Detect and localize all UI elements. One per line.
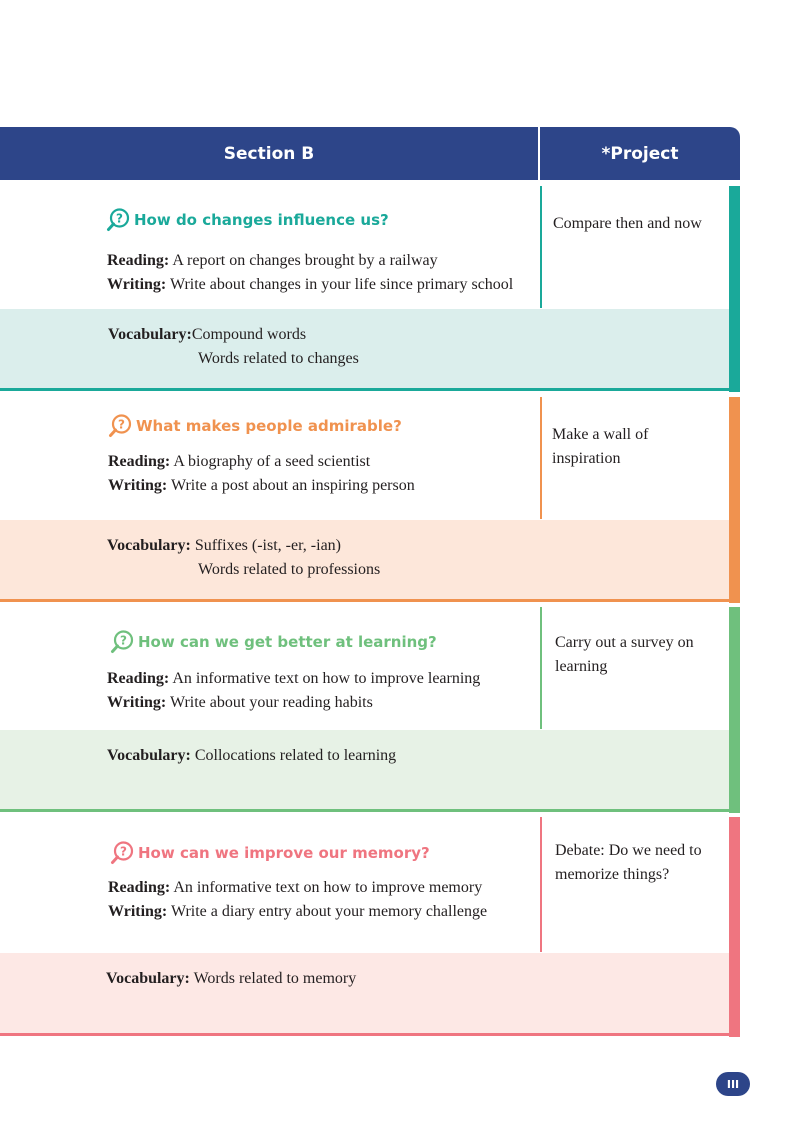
unit-question bbox=[110, 840, 430, 866]
vocab-line-2: Words related to professions bbox=[198, 561, 381, 578]
unit-row-3 bbox=[0, 607, 740, 813]
vocab-item: Collocations related to learning bbox=[194, 747, 397, 764]
svg-text:?: ? bbox=[120, 844, 127, 859]
unit-question-text: How can we improve our memory? bbox=[138, 844, 430, 862]
column-divider bbox=[540, 817, 542, 952]
unit-row-1 bbox=[0, 186, 740, 392]
unit-accent-bar bbox=[729, 817, 740, 1037]
vocab-label: Vocabulary: bbox=[107, 537, 191, 554]
question-magnifier-icon bbox=[108, 413, 134, 439]
question-magnifier-icon bbox=[110, 629, 136, 655]
reading-text: An informative text on how to improve learning bbox=[172, 670, 481, 687]
writing-label: Writing: bbox=[107, 276, 167, 293]
reading-text: An informative text on how to improve memory bbox=[173, 879, 483, 896]
writing-text: Write a diary entry about your memory challenge bbox=[170, 903, 488, 920]
vocabulary-panel bbox=[0, 730, 729, 810]
unit-question-text: What makes people admirable? bbox=[136, 417, 402, 435]
writing-line bbox=[107, 276, 513, 294]
project-heading: *Project bbox=[601, 143, 679, 164]
svg-text:?: ? bbox=[118, 417, 125, 432]
unit-accent-bar bbox=[729, 186, 740, 392]
vocab-label: Vocabulary: bbox=[107, 747, 191, 764]
reading-label: Reading: bbox=[107, 670, 170, 687]
vocab-label: Vocabulary: bbox=[106, 970, 190, 987]
question-magnifier-icon bbox=[110, 840, 136, 866]
unit-question bbox=[110, 629, 437, 655]
writing-text: Write about changes in your life since primary school bbox=[169, 276, 514, 293]
vocab-line-1 bbox=[107, 537, 341, 555]
unit-accent-bar bbox=[729, 607, 740, 813]
section-b-heading: Section B bbox=[223, 143, 315, 164]
reading-label: Reading: bbox=[107, 252, 170, 269]
vocab-item: Words related to memory bbox=[193, 970, 357, 987]
page-number: III bbox=[716, 1072, 750, 1096]
vocab-line-1 bbox=[107, 747, 396, 765]
project-text: Make a wall of inspiration bbox=[552, 426, 649, 467]
project-text: Compare then and now bbox=[553, 215, 702, 232]
vocab-label: Vocabulary: bbox=[108, 326, 192, 343]
unit-baseline bbox=[0, 809, 729, 812]
vocab-line-1 bbox=[108, 326, 306, 344]
unit-baseline bbox=[0, 599, 729, 602]
table-header bbox=[0, 127, 740, 180]
reading-text: A biography of a seed scientist bbox=[173, 453, 371, 470]
vocab-item: Suffixes (-ist, -er, -ian) bbox=[194, 537, 341, 554]
unit-question-text: How do changes influence us? bbox=[134, 211, 389, 229]
reading-label: Reading: bbox=[108, 879, 171, 896]
svg-text:?: ? bbox=[120, 633, 127, 648]
svg-text:?: ? bbox=[116, 211, 123, 226]
unit-baseline bbox=[0, 388, 729, 391]
reading-line bbox=[107, 252, 438, 270]
writing-label: Writing: bbox=[108, 477, 168, 494]
unit-question-text: How can we get better at learning? bbox=[138, 633, 437, 651]
vocab-item: Compound words bbox=[191, 326, 307, 343]
writing-text: Write a post about an inspiring person bbox=[170, 477, 415, 494]
vocabulary-panel bbox=[0, 309, 729, 389]
unit-baseline bbox=[0, 1033, 729, 1036]
reading-line bbox=[107, 670, 480, 688]
reading-line bbox=[108, 453, 370, 471]
column-divider bbox=[540, 186, 542, 308]
project-text: Debate: Do we need to memorize things? bbox=[555, 842, 702, 883]
reading-text: A report on changes brought by a railway bbox=[172, 252, 438, 269]
unit-row-2 bbox=[0, 397, 740, 603]
reading-label: Reading: bbox=[108, 453, 171, 470]
project-text: Carry out a survey on learning bbox=[555, 634, 694, 675]
question-magnifier-icon bbox=[106, 207, 132, 233]
column-divider bbox=[540, 607, 542, 729]
writing-text: Write about your reading habits bbox=[169, 694, 373, 711]
writing-line bbox=[108, 477, 415, 495]
vocabulary-panel bbox=[0, 953, 729, 1034]
writing-line bbox=[107, 694, 373, 712]
vocab-line-1 bbox=[106, 970, 356, 988]
writing-line bbox=[108, 903, 487, 921]
unit-row-4 bbox=[0, 817, 740, 1037]
reading-line bbox=[108, 879, 482, 897]
writing-label: Writing: bbox=[108, 903, 168, 920]
vocab-line-2: Words related to changes bbox=[198, 350, 359, 367]
column-divider bbox=[540, 397, 542, 519]
unit-question bbox=[106, 207, 389, 233]
unit-accent-bar bbox=[729, 397, 740, 603]
unit-question bbox=[108, 413, 402, 439]
vocabulary-panel bbox=[0, 520, 729, 600]
writing-label: Writing: bbox=[107, 694, 167, 711]
